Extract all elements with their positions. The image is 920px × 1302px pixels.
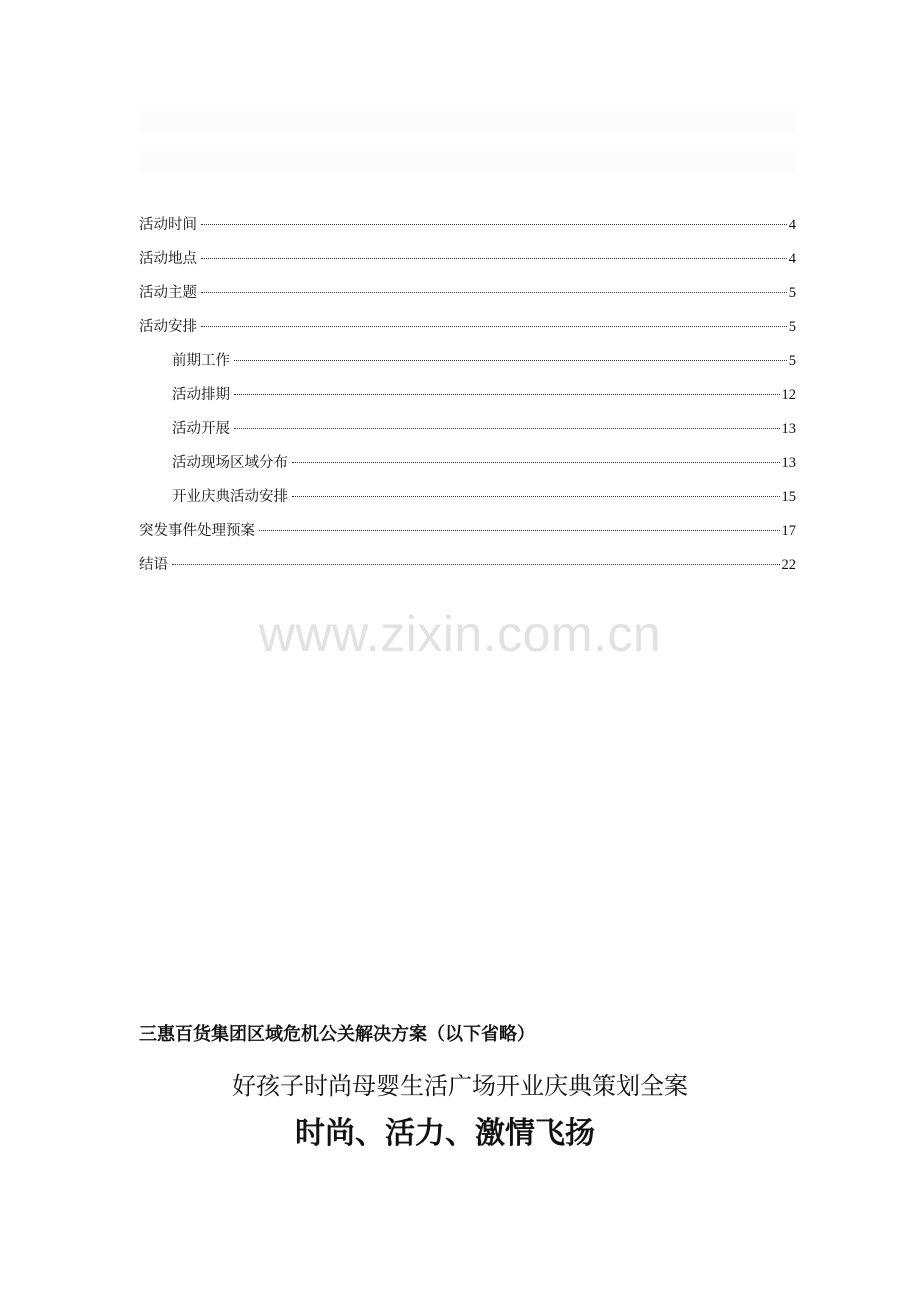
toc-entry[interactable]	[139, 248, 796, 282]
toc-dot-leader	[234, 428, 780, 429]
toc-page-number: 5	[788, 319, 796, 335]
plan-title: 好孩子时尚母婴生活广场开业庆典策划全案	[232, 1072, 688, 1100]
toc-page-number: 5	[788, 353, 796, 369]
toc-entry-label: 前期工作	[172, 353, 230, 369]
toc-dot-leader	[259, 530, 780, 531]
toc-entry[interactable]	[139, 520, 796, 554]
toc-dot-leader	[234, 394, 780, 395]
toc-dot-leader	[292, 462, 780, 463]
toc-dot-leader	[172, 564, 780, 565]
toc-page-number: 17	[781, 523, 796, 539]
toc-entry-label: 活动开展	[172, 421, 230, 437]
toc-entry[interactable]	[139, 554, 796, 588]
toc-entry-label: 活动地点	[139, 251, 197, 267]
toc-page-number: 5	[788, 285, 796, 301]
toc-subentry[interactable]	[139, 452, 796, 486]
toc-entry-label: 突发事件处理预案	[139, 523, 255, 539]
toc-entry-label: 结语	[139, 557, 168, 573]
plan-slogan: 时尚、活力、激情飞扬	[295, 1116, 595, 1151]
toc-entry-label: 开业庆典活动安排	[172, 489, 288, 505]
toc-entry-label: 活动安排	[139, 319, 197, 335]
toc-subentry[interactable]	[139, 486, 796, 520]
faint-header-band	[140, 150, 795, 172]
toc-dot-leader	[201, 258, 787, 259]
toc-page-number: 13	[781, 455, 796, 471]
toc-entry-label: 活动主题	[139, 285, 197, 301]
toc-page-number: 4	[788, 251, 796, 267]
toc-subentry[interactable]	[139, 418, 796, 452]
toc-dot-leader	[234, 360, 787, 361]
toc-dot-leader	[201, 224, 787, 225]
toc-dot-leader	[292, 496, 780, 497]
toc-page-number: 22	[781, 557, 796, 573]
toc-entry[interactable]	[139, 282, 796, 316]
table-of-contents	[139, 214, 796, 588]
toc-page-number: 12	[781, 387, 796, 403]
toc-dot-leader	[201, 326, 787, 327]
toc-entry[interactable]	[139, 316, 796, 350]
toc-page-number: 13	[781, 421, 796, 437]
toc-entry[interactable]	[139, 214, 796, 248]
toc-page-number: 15	[781, 489, 796, 505]
toc-page-number: 4	[788, 217, 796, 233]
toc-subentry[interactable]	[139, 350, 796, 384]
site-watermark: www.zixin.com.cn	[258, 606, 662, 662]
toc-entry-label: 活动现场区域分布	[172, 455, 288, 471]
section-heading: 三惠百货集团区域危机公关解决方案（以下省略）	[139, 1024, 535, 1045]
toc-entry-label: 活动时间	[139, 217, 197, 233]
toc-subentry[interactable]	[139, 384, 796, 418]
toc-dot-leader	[201, 292, 787, 293]
toc-entry-label: 活动排期	[172, 387, 230, 403]
faint-header-band	[140, 110, 795, 132]
